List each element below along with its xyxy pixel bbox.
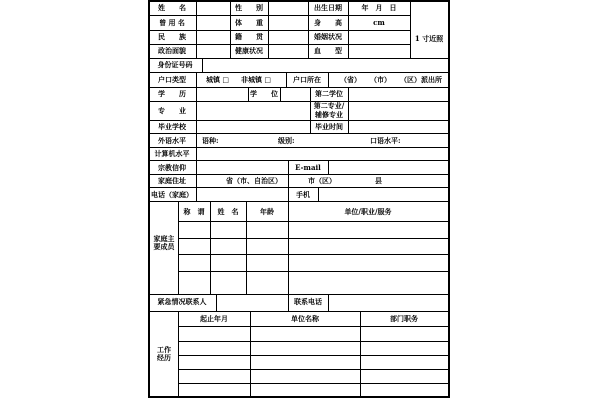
row-line — [148, 147, 450, 148]
col-line — [288, 294, 289, 311]
label-political-status: 政治面貌 — [158, 46, 186, 55]
row-line — [178, 341, 450, 342]
col-line — [250, 311, 251, 398]
col-line — [318, 187, 319, 201]
label-native-place: 籍 贯 — [235, 32, 263, 41]
row-line — [148, 311, 450, 312]
border-top — [148, 0, 450, 2]
row-line — [148, 58, 450, 59]
work-label: 工作经历 — [157, 345, 171, 362]
option-urban[interactable]: 城镇 □ — [206, 75, 230, 84]
height-unit: cm — [373, 18, 385, 27]
row-line — [148, 87, 450, 88]
col-line — [288, 201, 289, 294]
col-line — [210, 201, 211, 294]
row-line — [178, 254, 450, 255]
label-emergency-contact: 紧急情况联系人 — [157, 297, 207, 306]
family-col-name: 姓 名 — [217, 207, 239, 216]
label-school: 毕业学校 — [158, 122, 186, 131]
label-id-number: 身份证号码 — [157, 60, 193, 69]
photo-cell-left — [410, 0, 411, 58]
row-line — [148, 44, 410, 45]
label-oral: 口语水平: — [370, 136, 401, 145]
address-city: 市（区） — [308, 176, 336, 185]
label-mobile: 手机 — [296, 190, 310, 199]
family-col-org: 单位/职业/服务 — [344, 207, 392, 216]
row-line — [148, 120, 450, 121]
col-line — [202, 58, 203, 72]
work-label-line — [178, 311, 179, 398]
family-col-age: 年龄 — [260, 207, 274, 216]
work-col-org: 单位名称 — [291, 314, 319, 323]
row-line — [148, 30, 410, 31]
col-line — [196, 72, 197, 87]
col-line — [248, 87, 249, 101]
hukou-province: （省） — [340, 75, 361, 84]
col-line — [308, 0, 309, 58]
col-line — [196, 87, 197, 101]
col-line — [288, 160, 289, 201]
label-hukou-location: 户口所在 — [293, 75, 321, 84]
label-foreign-lang: 外语水平 — [158, 136, 186, 145]
col-line — [360, 311, 361, 398]
family-col-relation: 称 谓 — [183, 207, 205, 216]
row-line — [178, 238, 450, 239]
label-computer: 计算机水平 — [154, 149, 190, 158]
label-academic-degree: 学 位 — [250, 89, 278, 98]
label-former-name: 曾 用 名 — [159, 18, 185, 27]
label-ethnicity: 民 族 — [158, 32, 186, 41]
label-level: 级别: — [278, 136, 295, 145]
row-line — [148, 15, 410, 16]
label-address: 家庭住址 — [158, 176, 186, 185]
row-line — [148, 101, 450, 102]
col-line — [246, 201, 247, 294]
label-name: 姓 名 — [158, 3, 186, 12]
label-grad-date: 毕业时间 — [315, 122, 343, 131]
col-line — [196, 101, 197, 133]
col-line — [196, 133, 197, 201]
row-line — [148, 201, 450, 202]
row-line — [148, 160, 450, 161]
col-line — [328, 294, 329, 311]
col-line — [268, 0, 269, 58]
label-weight: 体 重 — [235, 18, 263, 27]
family-label-line — [178, 201, 179, 294]
row-line — [148, 133, 450, 134]
label-degree: 学 历 — [158, 89, 186, 98]
work-col-dept: 部门职务 — [390, 314, 418, 323]
label-language: 语种: — [202, 136, 219, 145]
birth-date-format: 年 月 日 — [361, 3, 397, 12]
col-line — [328, 160, 329, 174]
label-email: E-mail — [295, 163, 321, 172]
col-line — [216, 294, 217, 311]
row-line — [148, 294, 450, 295]
address-province: 省（市、自治区） — [226, 176, 282, 185]
label-emergency-phone: 联系电话 — [294, 297, 322, 306]
option-rural[interactable]: 非城镇 □ — [241, 75, 272, 84]
col-line — [280, 87, 281, 101]
photo-label: 1 寸近照 — [414, 34, 444, 43]
label-second-degree: 第二学位 — [315, 89, 343, 98]
label-second-major-1: 第二专业/ — [313, 101, 345, 110]
label-blood-type: 血 型 — [314, 46, 342, 55]
row-line — [178, 326, 450, 327]
col-line — [348, 87, 349, 133]
row-line — [178, 369, 450, 370]
row-line — [148, 174, 450, 175]
label-second-major-2: 辅修专业 — [315, 110, 343, 119]
label-health: 健康状况 — [235, 46, 263, 55]
col-line — [310, 87, 311, 133]
label-birth-date: 出生日期 — [314, 3, 342, 12]
border-left — [148, 0, 150, 398]
label-religion: 宗教信仰 — [158, 163, 186, 172]
hukou-city: （市） — [370, 75, 391, 84]
border-right — [448, 0, 450, 398]
label-marital-status: 婚姻状况 — [314, 32, 342, 41]
row-line — [178, 383, 450, 384]
row-line — [178, 221, 450, 222]
address-county: 县 — [375, 176, 382, 185]
row-line — [148, 187, 450, 188]
hukou-district: （区）派出所 — [400, 75, 442, 84]
row-line — [148, 72, 450, 73]
border-bottom — [148, 396, 450, 398]
label-major: 专 业 — [158, 106, 186, 115]
label-hukou-type: 户口类型 — [158, 75, 186, 84]
row-line — [178, 355, 450, 356]
col-line — [286, 72, 287, 87]
application-form — [148, 0, 450, 398]
col-line — [230, 0, 231, 58]
label-height: 身 高 — [314, 18, 342, 27]
col-line — [328, 72, 329, 87]
work-col-period: 起止年月 — [200, 314, 228, 323]
row-line — [178, 271, 450, 272]
col-line — [196, 0, 197, 58]
col-line — [348, 0, 349, 58]
family-label: 家庭主要成员 — [153, 234, 175, 251]
label-gender: 性 别 — [235, 3, 263, 12]
label-phone: 电话（家庭） — [151, 190, 193, 199]
